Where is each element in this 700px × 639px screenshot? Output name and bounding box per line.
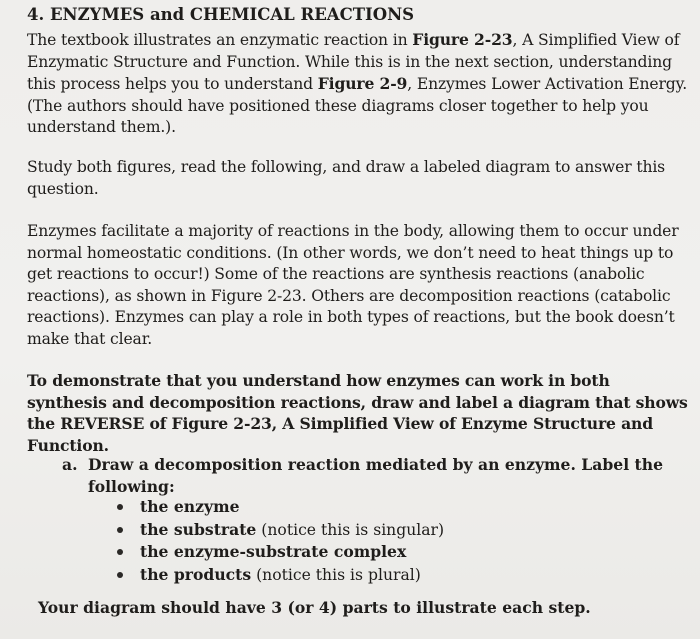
bullet-icon — [117, 572, 123, 578]
label-term: the enzyme — [140, 497, 240, 516]
item-a-line-1: Draw a decomposition reaction mediated by an enzyme. Label the — [88, 455, 664, 474]
list-item — [113, 496, 444, 519]
label-note: (notice this is singular) — [256, 520, 445, 539]
bullet-icon — [117, 549, 123, 555]
study-instruction-paragraph: Study both figures, read the following, and draw a labeled diagram to answer this question. — [27, 158, 666, 198]
list-item — [113, 519, 444, 542]
list-item — [113, 541, 444, 564]
figure-2-9-reference: Figure 2-9 — [317, 74, 408, 93]
section-title: 4. ENZYMES and CHEMICAL REACTIONS — [27, 5, 415, 24]
label-term: the substrate — [140, 519, 257, 539]
intro-text-3: , Enzymes Lower Activation Energy. (The authors should have positioned these diagrams closer together to help you understand them.). — [27, 75, 688, 136]
figure-2-23-reference: Figure 2-23 — [412, 30, 513, 49]
task-item-a — [62, 454, 663, 497]
list-item — [113, 564, 444, 587]
intro-paragraph — [27, 29, 692, 139]
intro-text-2: , A Simplified View of Enzymatic Structure and Function. While this is in the next section, understanding this process helps you to understand — [27, 31, 680, 93]
label-term: the products — [140, 564, 252, 584]
demonstration-paragraph: To demonstrate that you understand how enzymes can work in both synthesis and decomposition reactions, draw and label a diagram that shows the REVERSE of Figure 2-23, A Simplified View of Enzyme Structure and Function. — [27, 371, 688, 455]
label-term: the enzyme-substrate complex — [140, 542, 407, 561]
label-list — [113, 496, 444, 586]
bullet-icon — [117, 504, 123, 510]
closing-instruction: Your diagram should have 3 (or 4) parts to illustrate each step. — [38, 598, 591, 617]
intro-text-1: The textbook illustrates an enzymatic reaction in — [27, 31, 413, 49]
label-note: (notice this is plural) — [251, 565, 421, 584]
enzymes-paragraph: Enzymes facilitate a majority of reactions in the body, allowing them to occur under normal homeostatic conditions. (In other words, we don’t need to heat things up to get reactions to occur!) Some of the reactions are synthesis reactions (anabolic reactions), as shown in Figure 2-23. Others are decomposition reactions (catabolic reactions). Enzymes can play a role in both types of reactions, but the book doesn’t make that clear. — [27, 222, 679, 348]
item-a-line-2: following: — [88, 476, 175, 496]
item-marker: a. — [62, 455, 78, 474]
bullet-icon — [117, 527, 123, 533]
